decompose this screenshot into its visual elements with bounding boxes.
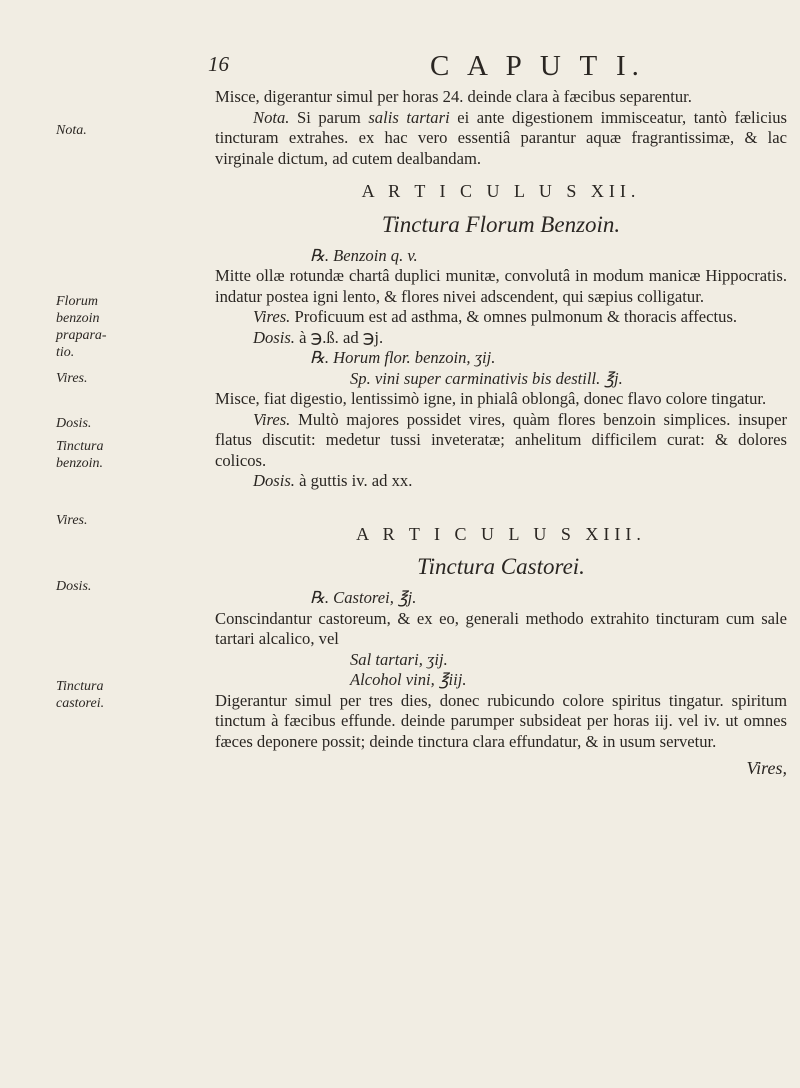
- paragraph: Misce, digerantur simul per horas 24. deinde clara à fæcibus separentur.: [215, 87, 692, 106]
- margin-note-vires-2: Vires.: [56, 513, 88, 528]
- vires-paragraph-2: Vires. Multò majores possidet vires, quàm flores benzoin simplices. insuper flatus discutit: medetur tussi inveteratæ; anhelitum difficilem curat: & dolores colicos.: [215, 409, 787, 470]
- running-head: C A P U T I.: [430, 50, 645, 82]
- vires-paragraph: Vires. Proficuum est ad asthma, & omnes pulmonum & thoracis affectus.: [253, 307, 738, 326]
- dosis-paragraph: Dosis. à ℈.ß. ad ℈j.: [253, 327, 384, 347]
- recipe-line: Sp. vini super carminativis bis destill. ℥j.: [350, 368, 623, 388]
- margin-note-florum: Florum benzoin prapara- tio.: [56, 294, 107, 360]
- recipe-line: Sal tartari, ʒij.: [350, 649, 448, 669]
- body-text: [215, 87, 787, 779]
- article-heading: A R T I C U L U S XII.: [361, 181, 641, 201]
- paragraph: Misce, fiat digestio, lentissimò igne, in phialâ oblongâ, donec flavo colore tingatur.: [215, 389, 767, 408]
- margin-note-tinctura-castorei: Tinctura castorei.: [56, 679, 105, 711]
- catchword: Vires,: [746, 758, 787, 778]
- page-number: 16: [208, 52, 229, 76]
- recipe-line: ℞. Horum flor. benzoin, ʒij.: [310, 348, 496, 367]
- recipe-line: Alcohol vini, ℥iij.: [350, 670, 467, 689]
- paragraph: Conscindantur castoreum, & ex eo, generali methodo extrahito tincturam cum sale tartari alcalico, vel: [215, 608, 787, 648]
- margin-note-nota: Nota.: [56, 123, 87, 138]
- margin-note-dosis: Dosis.: [56, 416, 92, 431]
- article-title: Tinctura Castorei.: [417, 554, 585, 579]
- margin-note-tinctura-benzoin: Tinctura benzoin.: [56, 439, 104, 471]
- article-title: Tinctura Florum Benzoin.: [381, 211, 621, 237]
- margin-note-dosis-2: Dosis.: [56, 579, 92, 594]
- recipe-line: ℞. Castorei, ℥j.: [310, 588, 417, 607]
- dosis-paragraph-2: Dosis. à guttis iv. ad xx.: [253, 471, 413, 490]
- nota-paragraph: Nota. Si parum salis tartari ei ante digestionem immisceatur, tantò fælicius tincturam extrahes. ex hac vero essentiâ parantur aquæ fragrantissimæ, & lac virginale dictum, ad cutem dealbandam.: [215, 107, 787, 168]
- margin-note-vires: Vires.: [56, 371, 88, 386]
- page-header: [0, 50, 800, 90]
- article-heading: A R T I C U L U S XIII.: [356, 523, 646, 544]
- recipe-line: ℞. Benzoin q. v.: [310, 245, 418, 265]
- paragraph: Digerantur simul per tres dies, donec rubicundo colore spiritus tingatur. spiritum tinctum à fæcibus effunde. deinde parumper subsideat per horas iij. vel iv. ut omnes fæces deponere possit; deinde tinctura clara effundatur, & in usum servetur.: [215, 690, 787, 751]
- paragraph: Mitte ollæ rotundæ chartâ duplici munitæ, convolutâ in modum manicæ Hippocratis. indatur postea igni lento, & flores nivei adscendent, qui sæpius colligatur.: [215, 266, 787, 306]
